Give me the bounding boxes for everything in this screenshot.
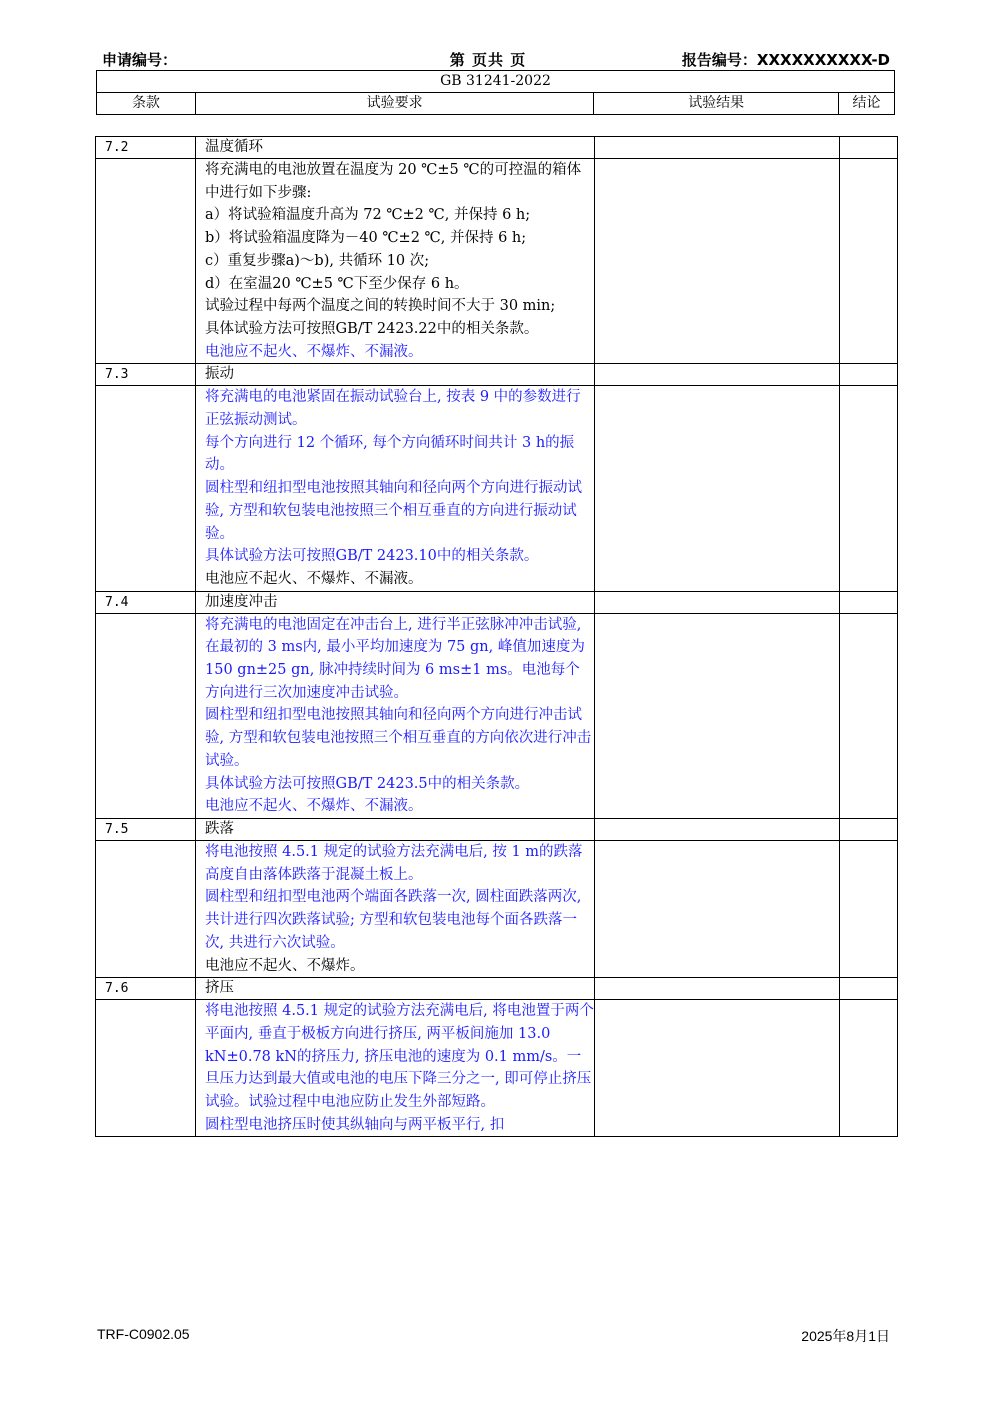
requirement-paragraph: d）在室温20 ℃±5 ℃下至少保存 6 h。 [205,275,469,292]
requirement-paragraph: 圆柱型和纽扣型电池按照其轴向和径向两个方向进行振动试验, 方型和软包装电池按照三个相互垂直的方向进行振动试验。 [205,480,582,542]
verdict-cell [840,364,898,386]
clause-body-row [96,159,898,364]
clause-number: 7.3 [96,364,196,386]
clause-title-row [96,364,898,386]
clause-title-row [96,978,898,1000]
clause-number-empty [96,386,196,591]
requirement-paragraph: 具体试验方法可按照GB/T 2423.22中的相关条款。 [205,320,539,337]
column-header-result: 试验结果 [594,93,839,115]
test-requirements-table [95,136,898,1137]
clause-number-empty [96,613,196,818]
page-header [98,49,890,69]
clause-body-row [96,1000,898,1137]
requirement-text [196,1000,595,1137]
clause-title-row [96,591,898,613]
result-cell [595,978,840,1000]
header-table [96,70,895,115]
clause-number-empty [96,1000,196,1137]
result-cell [595,137,840,159]
verdict-cell [840,386,898,591]
result-cell [595,840,840,977]
result-cell [595,364,840,386]
clause-title-row [96,137,898,159]
result-cell [595,386,840,591]
requirement-text [196,613,595,818]
result-cell [595,591,840,613]
page-count: 第 页共 页 [449,51,527,69]
verdict-cell [840,840,898,977]
clause-number: 7.4 [96,591,196,613]
requirement-paragraph: 具体试验方法可按照GB/T 2423.5中的相关条款。 [205,775,530,792]
requirement-paragraph: a）将试验箱温度升高为 72 ℃±2 ℃, 并保持 6 h; [205,207,531,224]
column-header-verdict: 结论 [839,93,895,115]
verdict-cell [840,591,898,613]
requirement-paragraph: 将充满电的电池固定在冲击台上, 进行半正弦脉冲冲击试验, 在最初的 3 ms内, 最小平均加速度为 75 gn, 峰值加速度为 150 gn±25 gn, 脉冲持续时间为 6 ms±1 ms。电池每个方向进行三次加速度冲击试验。 [205,616,585,701]
requirement-text [196,840,595,977]
verdict-cell [840,1000,898,1137]
requirement-paragraph: 圆柱型电池挤压时使其纵轴向与两平板平行, 扣 [205,1116,505,1133]
requirement-text [196,386,595,591]
application-number-label: 申请编号： [102,51,178,69]
result-cell [595,159,840,364]
requirement-paragraph: c）重复步骤a)～b), 共循环 10 次; [205,252,430,269]
result-cell [595,818,840,840]
clause-number: 7.5 [96,818,196,840]
clause-title: 振动 [196,364,595,386]
requirement-paragraph: 电池应不起火、不爆炸、不漏液。 [205,343,423,360]
result-cell [595,1000,840,1137]
clause-number: 7.6 [96,978,196,1000]
requirement-paragraph: 每个方向进行 12 个循环, 每个方向循环时间共计 3 h的振动。 [205,434,575,474]
requirement-paragraph: 将充满电的电池紧固在振动试验台上, 按表 9 中的参数进行正弦振动测试。 [205,389,581,429]
clause-title-row [96,818,898,840]
requirement-paragraph: 将电池按照 4.5.1 规定的试验方法充满电后, 将电池置于两个平面内, 垂直于极板方向进行挤压, 两平板间施加 13.0 kN±0.78 kN的挤压力, 挤压电池的速度为 0.1 mm/s。一旦压力达到最大值或电池的电压下降三分之一, 即可停止挤压试验。试验过程中电池应防止发生外部短路。 [205,1003,594,1111]
requirement-paragraph: 具体试验方法可按照GB/T 2423.10中的相关条款。 [205,548,539,565]
clause-title: 挤压 [196,978,595,1000]
verdict-cell [840,137,898,159]
verdict-cell [840,978,898,1000]
clause-title: 温度循环 [196,137,595,159]
verdict-cell [840,159,898,364]
requirement-paragraph: b）将试验箱温度降为－40 ℃±2 ℃, 并保持 6 h; [205,230,527,247]
clause-title: 加速度冲击 [196,591,595,613]
requirement-paragraph: 将电池按照 4.5.1 规定的试验方法充满电后, 按 1 m的跌落高度自由落体跌落于混凝土板上。 [205,843,583,883]
requirement-paragraph: 试验过程中每两个温度之间的转换时间不大于 30 min; [205,298,556,315]
requirement-paragraph: 圆柱型和纽扣型电池两个端面各跌落一次, 圆柱面跌落两次, 共计进行四次跌落试验; 方型和软包装电池每个面各跌落一次, 共进行六次试验。 [205,889,582,951]
clause-number-empty [96,840,196,977]
requirement-paragraph: 电池应不起火、不爆炸。 [205,957,365,974]
form-number: TRF-C0902.05 [97,1326,190,1342]
report-number: 报告编号：XXXXXXXXXX-D [681,51,890,69]
clause-number: 7.2 [96,137,196,159]
clause-number-empty [96,159,196,364]
requirement-text [196,159,595,364]
result-cell [595,613,840,818]
clause-body-row [96,386,898,591]
clause-body-row [96,613,898,818]
standard-number: GB 31241-2022 [97,71,895,93]
verdict-cell [840,613,898,818]
requirement-paragraph: 电池应不起火、不爆炸、不漏液。 [205,570,423,587]
column-header-requirement: 试验要求 [195,93,593,115]
verdict-cell [840,818,898,840]
column-header-clause: 条款 [97,93,196,115]
form-date: 2025年8月1日 [801,1328,890,1344]
clause-title: 跌落 [196,818,595,840]
clause-body-row [96,840,898,977]
requirement-paragraph: 电池应不起火、不爆炸、不漏液。 [205,798,423,815]
requirement-paragraph: 将充满电的电池放置在温度为 20 ℃±5 ℃的可控温的箱体中进行如下步骤: [205,162,582,201]
requirement-paragraph: 圆柱型和纽扣型电池按照其轴向和径向两个方向进行冲击试验, 方型和软包装电池按照三个相互垂直的方向依次进行冲击试验。 [205,707,592,769]
